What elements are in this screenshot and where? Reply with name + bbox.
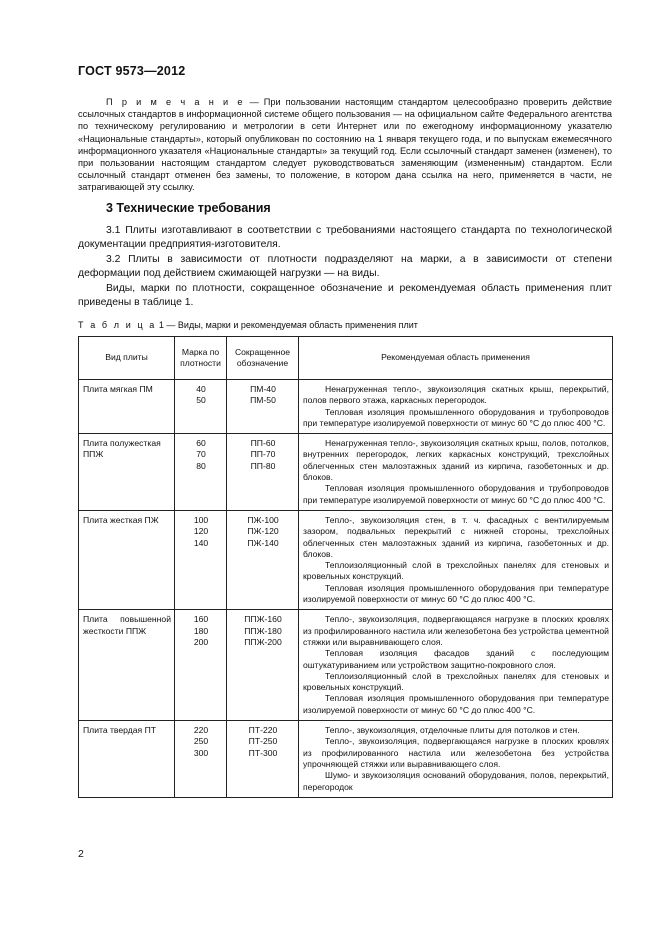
header-use: Рекомендуемая область применения [299, 337, 613, 380]
cell-plate-type: Плита жесткая ПЖ [79, 510, 175, 609]
paragraph-3-2: 3.2 Плиты в зависимости от плотности подразделяют на марки, а в зависимости от степени деформации под действием сжимающей нагрузки — на виды. [78, 254, 612, 280]
cell-plate-type: Плита полужесткая ППЖ [79, 434, 175, 511]
application-paragraph: Тепловая изоляция промышленного оборудования при температуре изолируемой поверхности от минус 60 °С до плюс 400 °С. [303, 693, 609, 715]
note-text: — При пользовании настоящим стандартом целесообразно проверить действие ссылочных стандартов в информационной системе общего пользования — на официальном сайте Федерального агентства по техническому регулированию и метрологии в сети Интернет или по ежегодному информационному указателю «Национальные стандарты», который опубликован по состоянию на 1 января текущего года, и по выпускам ежемесячного информационного указателя «Национальные стандарты» за текущий год. Если ссылочный стандарт заменен (изменен), то при пользовании настоящим стандартом следует руководствоваться заменяющим (измененным) стандартом. Если ссылочный стандарт отменен без замены, то положение, в котором дана ссылка на него, применяется в части, не затрагивающей эту ссылку. [78, 97, 612, 193]
header-type: Вид плиты [79, 337, 175, 380]
table-row [79, 380, 613, 434]
cell-plate-type: Плита мягкая ПМ [79, 380, 175, 434]
cell-application [299, 721, 613, 798]
cell-application [299, 434, 613, 511]
application-paragraph: Тепло-, звукоизоляция, отделочные плиты для потолков и стен. [325, 725, 580, 736]
application-paragraph: Тепловая изоляция фасадов зданий с последующим оштукатуриванием или устройством защитно-покровного слоя. [303, 648, 609, 670]
table-row [79, 434, 613, 511]
cell-abbreviation: ПТ-220 ПТ-250 ПТ-300 [227, 721, 299, 798]
plates-table [78, 336, 613, 798]
table-row [79, 721, 613, 798]
table-row [79, 510, 613, 609]
page-number: 2 [78, 848, 84, 860]
cell-density-grade: 100 120 140 [175, 510, 227, 609]
paragraph-3-1: 3.1 Плиты изготавливают в соответствии с требованиями настоящего стандарта по технологической документации предприятия-изготовителя. [78, 225, 612, 251]
application-paragraph: Шумо- и звукоизоляция оснований оборудования, полов, перекрытий, перегородок [303, 770, 609, 792]
cell-density-grade: 40 50 [175, 380, 227, 434]
document-header: ГОСТ 9573—2012 [78, 64, 186, 78]
table-caption [78, 320, 418, 330]
application-paragraph: Тепло-, звукоизоляция, подвергающаяся нагрузке в плоских кровлях из профилированного настила или железобетона без устройства цементной стяжки или выравнивающего слоя. [303, 614, 609, 647]
header-abbr: Сокращенное обозначение [227, 337, 299, 380]
cell-density-grade: 160 180 200 [175, 610, 227, 721]
application-paragraph: Тепловая изоляция промышленного оборудования и трубопроводов при температуре изолируемой поверхности от минус 60 °С до плюс 400 °С. [303, 406, 609, 428]
application-paragraph: Теплоизоляционный слой в трехслойных панелях для стеновых и кровельных конструкций. [303, 560, 609, 582]
cell-plate-type: Плита твердая ПТ [79, 721, 175, 798]
cell-plate-type: Плита повышенной жесткости ППЖ [79, 610, 175, 721]
note-paragraph [78, 96, 612, 194]
application-paragraph: Ненагруженная тепло-, звукоизоляция скатных крыш, полов, потолков, внутренних перегородок, легких каркасных конструкций, трехслойных облегченных стен малоэтажных зданий из кирпича, газобетонных и др. блоков. [303, 438, 609, 483]
cell-application [299, 380, 613, 434]
cell-application [299, 510, 613, 609]
cell-abbreviation: ПП-60 ПП-70 ПП-80 [227, 434, 299, 511]
table-caption-label: Т а б л и ц а [78, 320, 157, 330]
header-grade: Марка по плотности [175, 337, 227, 380]
table-caption-text: 1 — Виды, марки и рекомендуемая область применения плит [156, 320, 418, 330]
note-label: П р и м е ч а н и е [106, 97, 245, 107]
application-paragraph: Ненагруженная тепло-, звукоизоляция скатных крыш, перекрытий, полов первого этажа, каркасных перегородок. [303, 384, 609, 406]
application-paragraph: Тепло-, звукоизоляция, подвергающаяся нагрузке в плоских кровлях из профилированного настила или железобетона без устройства упрочняющей стяжки или выравнивающего слоя. [303, 736, 609, 769]
cell-abbreviation: ПМ-40 ПМ-50 [227, 380, 299, 434]
cell-abbreviation: ППЖ-160 ППЖ-180 ППЖ-200 [227, 610, 299, 721]
cell-density-grade: 60 70 80 [175, 434, 227, 511]
table-header-row [79, 337, 613, 380]
cell-density-grade: 220 250 300 [175, 721, 227, 798]
application-paragraph: Тепловая изоляция промышленного оборудования при температуре изолируемой поверхности от минус 60 °С до плюс 400 °С. [303, 582, 609, 605]
application-paragraph: Теплоизоляционный слой в трехслойных панелях для стеновых и кровельных конструкций. [303, 670, 609, 693]
application-paragraph: Тепло-, звукоизоляция стен, в т. ч. фасадных с вентилируемым зазором, подвальных перекрытий с нижней стороны, трехслойных облегченных стен малоэтажных зданий из кирпича, газобетонных и др. блоков. [303, 514, 609, 559]
paragraph-3-3: Виды, марки по плотности, сокращенное обозначение и рекомендуемая область применения плит приведены в таблице 1. [78, 283, 612, 309]
cell-abbreviation: ПЖ-100 ПЖ-120 ПЖ-140 [227, 510, 299, 609]
application-paragraph: Тепловая изоляция промышленного оборудования и трубопроводов при температуре изолируемой поверхности от минус 60 °С до плюс 400 °С. [303, 483, 609, 505]
section-heading: 3 Технические требования [106, 201, 271, 215]
table-row [79, 610, 613, 721]
cell-application [299, 610, 613, 721]
